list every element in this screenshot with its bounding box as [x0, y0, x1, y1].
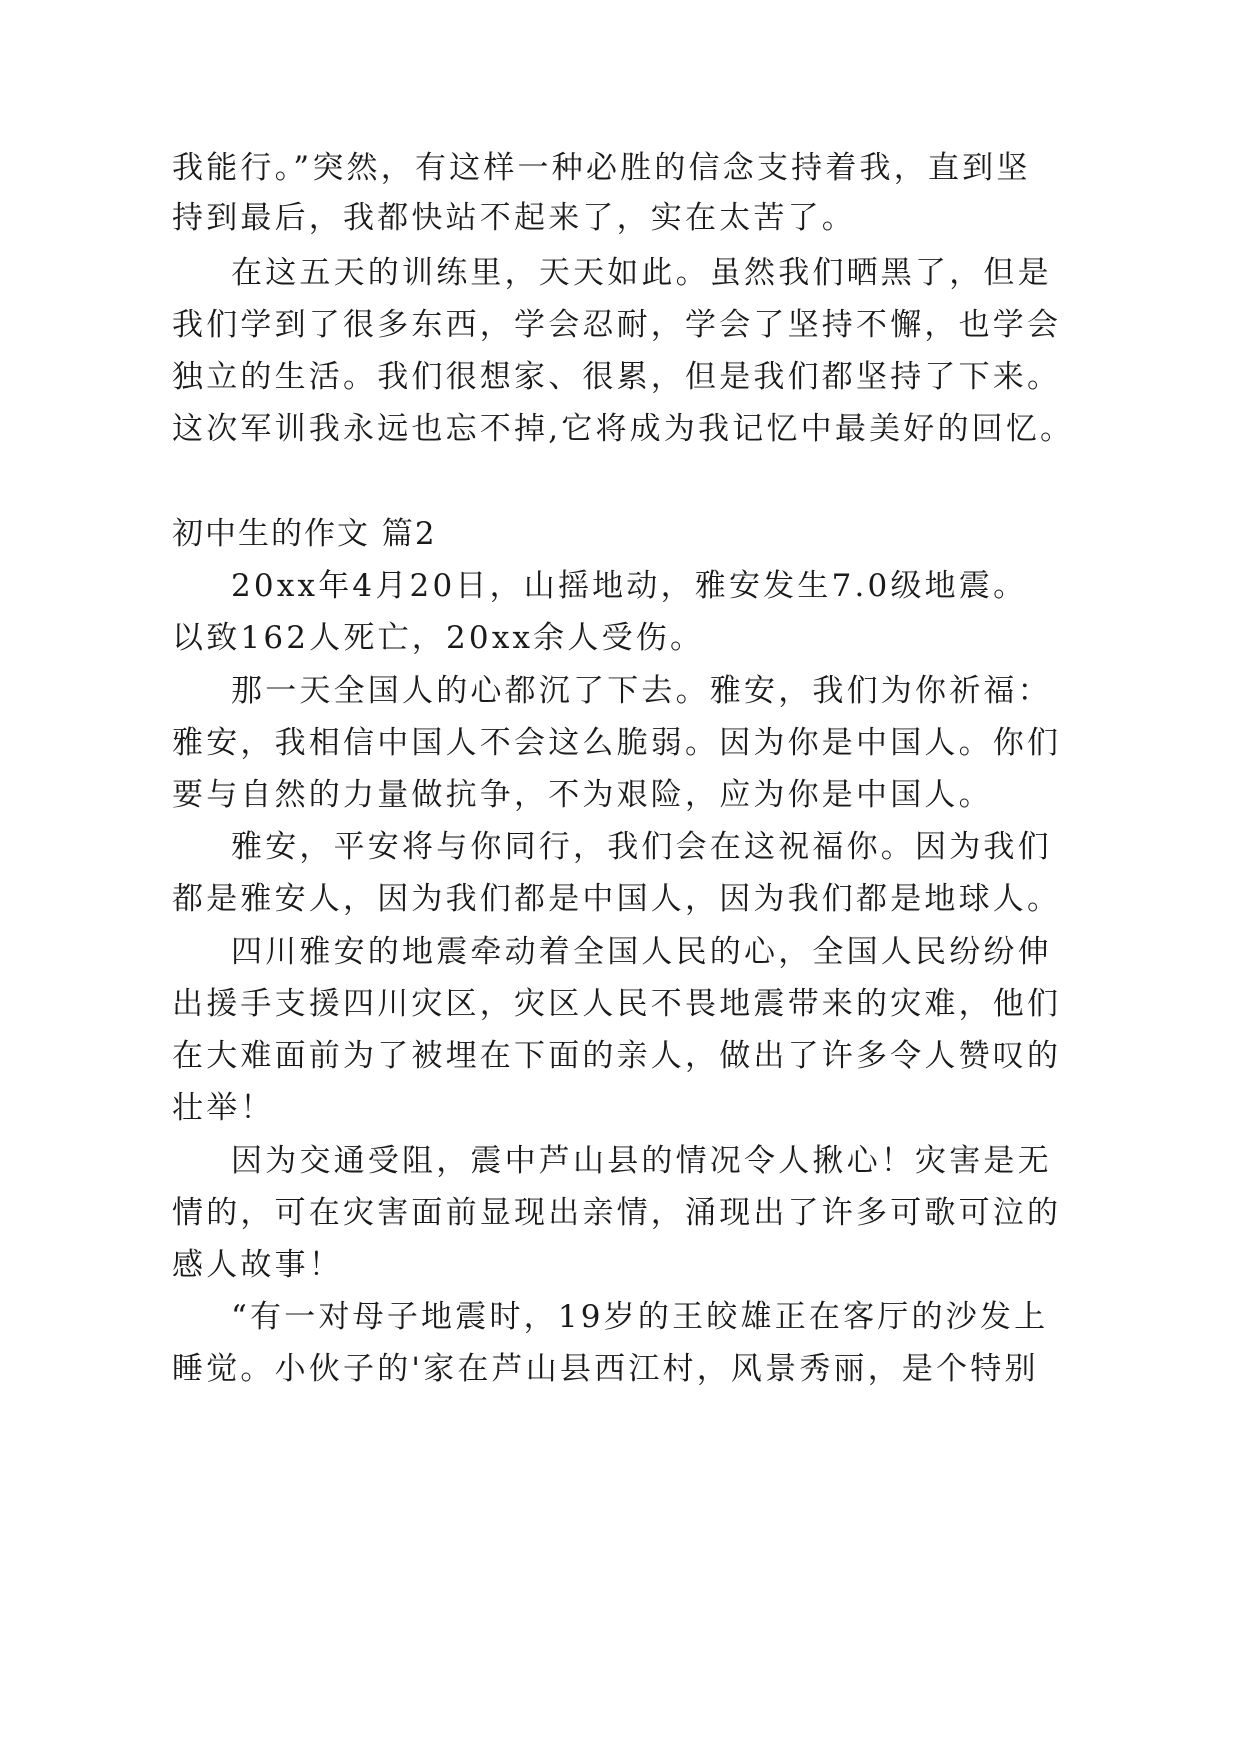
text-line: 睡觉。小伙子的'家在芦山县西江村，风景秀丽，是个特别 — [172, 1351, 1039, 1387]
text-line: 那一天全国人的心都沉了下去。雅安，我们为你祈福： — [231, 673, 1052, 709]
text-line: 这次军训我永远也忘不掉,它将成为我记忆中最美好的回忆。 — [172, 411, 1075, 447]
section-heading: 初中生的作文 篇2 — [172, 516, 437, 552]
text-line: 都是雅安人，因为我们都是中国人，因为我们都是地球人。 — [172, 881, 1062, 917]
text-line: 要与自然的力量做抗争，不为艰险，应为你是中国人。 — [172, 777, 993, 813]
text-line: 持到最后，我都快站不起来了，实在太苦了。 — [172, 200, 856, 236]
text-line: 20xx年4月20日，山摇地动，雅安发生7.0级地震。 — [231, 568, 1028, 604]
text-line: 壮举！ — [172, 1090, 275, 1126]
text-line: 雅安，我相信中国人不会这么脆弱。因为你是中国人。你们 — [172, 725, 1062, 761]
text-line: 在这五天的训练里，天天如此。虽然我们晒黑了，但是 — [231, 255, 1052, 291]
text-line: 感人故事！ — [172, 1247, 343, 1283]
text-line: 独立的生活。我们很想家、很累，但是我们都坚持了下来。 — [172, 359, 1062, 395]
text-line: 我们学到了很多东西，学会忍耐，学会了坚持不懈，也学会 — [172, 307, 1062, 343]
text-line: 情的，可在灾害面前显现出亲情，涌现出了许多可歌可泣的 — [172, 1195, 1062, 1231]
text-line: “有一对母子地震时，19岁的王皎雄正在客厅的沙发上 — [231, 1299, 1049, 1335]
text-line: 我能行。”突然，有这样一种必胜的信念支持着我，直到坚 — [172, 150, 1031, 186]
text-line: 因为交通受阻，震中芦山县的情况令人揪心！灾害是无 — [231, 1143, 1052, 1179]
text-line: 雅安，平安将与你同行，我们会在这祝福你。因为我们 — [231, 829, 1052, 865]
text-line: 出援手支援四川灾区，灾区人民不畏地震带来的灾难，他们 — [172, 986, 1062, 1022]
text-line: 以致162人死亡，20xx余人受伤。 — [172, 620, 705, 656]
text-line: 在大难面前为了被埋在下面的亲人，做出了许多令人赞叹的 — [172, 1038, 1062, 1074]
text-line: 四川雅安的地震牵动着全国人民的心，全国人民纷纷伸 — [231, 934, 1052, 970]
